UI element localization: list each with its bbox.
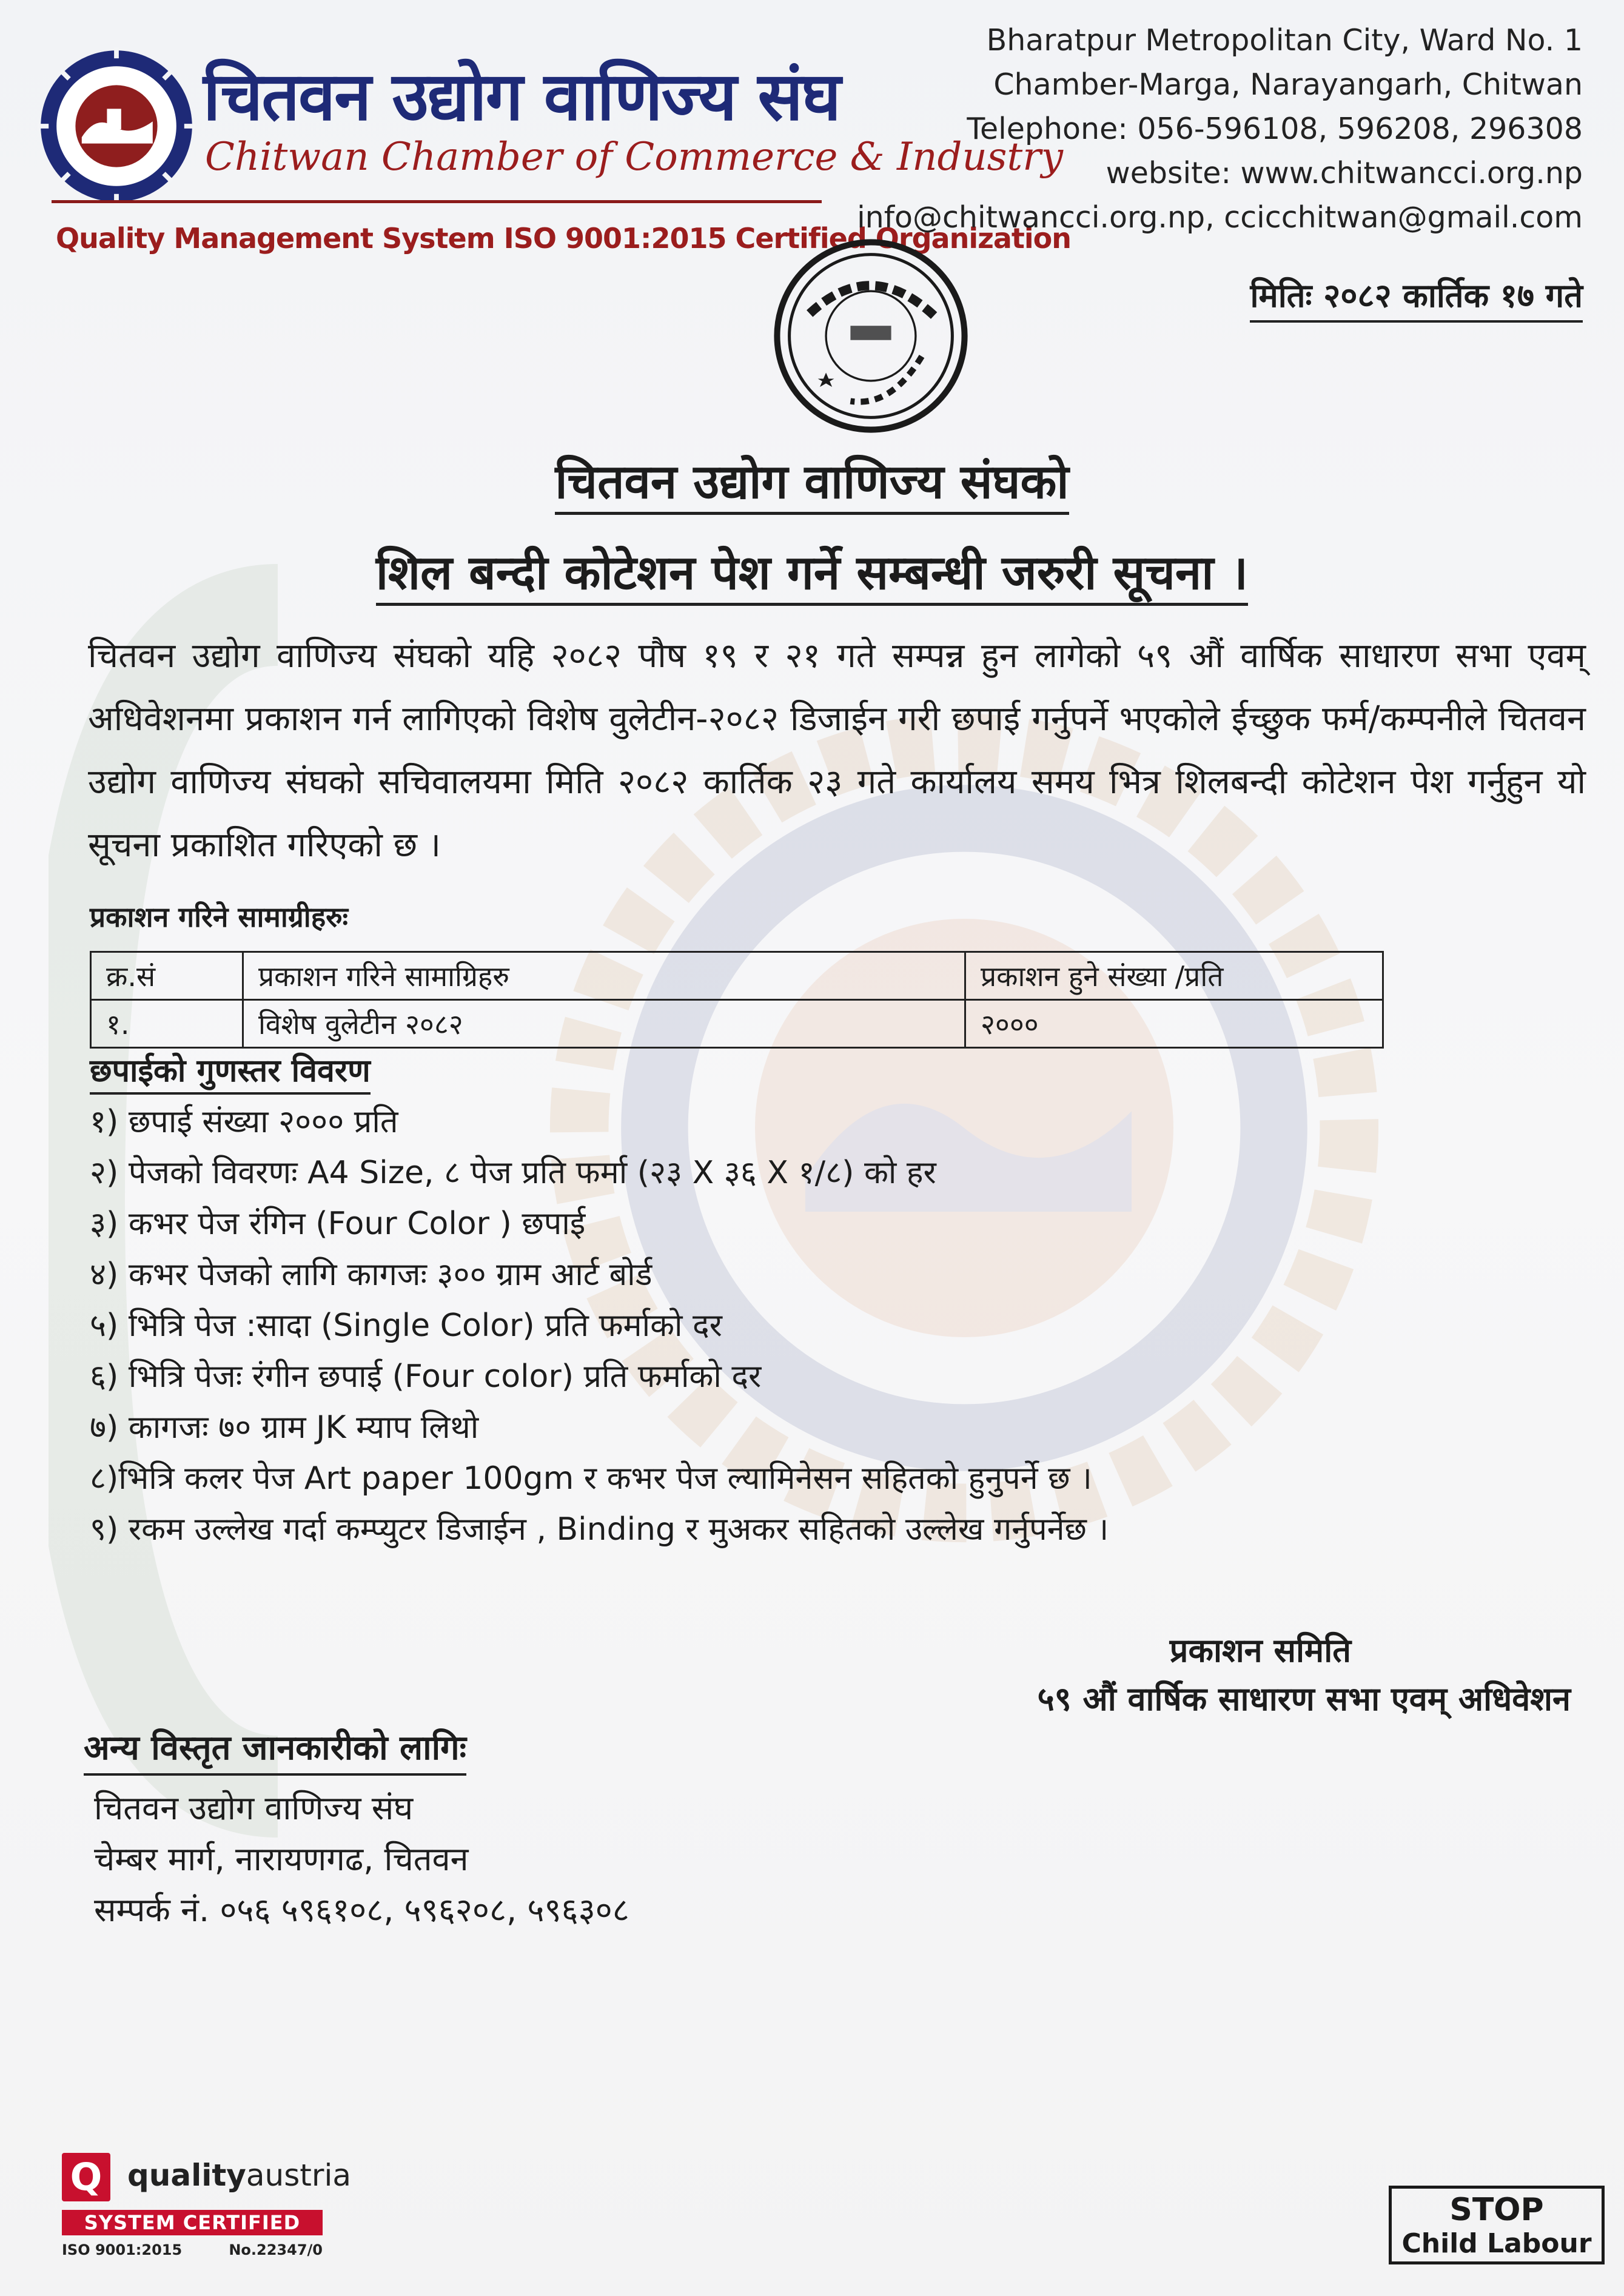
- table-cell-serial: १.: [91, 1000, 243, 1048]
- email-line: info@chitwancci.org.np, ccicchitwan@gmail.com: [857, 200, 1583, 235]
- publication-items-table: [90, 951, 1384, 1049]
- list-item: १) छपाई संख्या २००० प्रति: [90, 1104, 398, 1140]
- table-cell-quantity: २०००: [965, 1000, 1383, 1048]
- stop-child-labour-badge: [1389, 2186, 1605, 2264]
- table-header-row: [91, 952, 1383, 1000]
- contact-number-line: सम्पर्क नं. ०५६ ५९६१०८, ५९६२०८, ५९६३०८: [94, 1891, 629, 1929]
- quality-austria-brand: qualityaustria: [127, 2158, 351, 2193]
- more-info-line: चितवन उद्योग वाणिज्य संघ: [94, 1789, 414, 1827]
- table-row: [91, 1000, 1383, 1048]
- more-info-block: [94, 1783, 629, 1936]
- notice-paragraph: चितवन उद्योग वाणिज्य संघको यहि २०८२ पौष १९ र २१ गते सम्पन्न हुन लागेको ५९ औं वार्षिक साधारण सभा एवम् अधिवेशनमा प्रकाशन गर्न लागिएको विशेष वुलेटीन-२०८२ डिजाईन गरी छपाई गर्नुपर्ने भएकोले ईच्छुक फर्म/कम्पनीले चितवन उद्योग वाणिज्य संघको सचिवालयमा मिति २०८२ कार्तिक २३ गते कार्यालय समय भित्र शिलबन्दी कोटेशन पेश गर्नुहुन यो सूचना प्रकाशित गरिएको छ ।: [88, 636, 1586, 865]
- address-block: [857, 18, 1583, 240]
- telephone-line: Telephone: 056-596108, 596208, 296308: [967, 112, 1583, 146]
- more-info-title: अन्य विस्तृत जानकारीको लागिः: [84, 1724, 466, 1776]
- notice-date: मितिः २०८२ कार्तिक १७ गते: [1250, 272, 1583, 323]
- list-item: ५) भित्रि पेज :सादा (Single Color) प्रति फर्माको दर: [90, 1307, 722, 1344]
- list-item: ८)भित्रि कलर पेज Art paper 100gm र कभर पेज ल्यामिनेसन सहितको हुनुपर्ने छ ।: [90, 1460, 1092, 1497]
- spec-title: छपाईको गुणस्तर विवरण: [90, 1048, 371, 1095]
- table-header-cell: प्रकाशन हुने संख्या /प्रति: [965, 952, 1383, 1000]
- office-seal-stamp-icon: [769, 234, 973, 438]
- list-item: २) पेजको विवरणः A4 Size, ८ पेज प्रति फर्मा (२३ X ३६ X १/८) को हर: [90, 1155, 936, 1191]
- address-line: Bharatpur Metropolitan City, Ward No. 1: [986, 23, 1583, 58]
- stop-label: STOP: [1449, 2192, 1544, 2228]
- chamber-logo-icon: [38, 47, 195, 205]
- table-header-cell: क्र.सं: [91, 952, 243, 1000]
- qa-certificate-info: [62, 2241, 323, 2258]
- notice-title-line1: चितवन उद्योग वाणिज्य संघको: [0, 448, 1624, 512]
- list-item: ९) रकम उल्लेख गर्दा कम्प्युटर डिजाईन , Binding र मुअकर सहितको उल्लेख गर्नुपर्नेछ ।: [90, 1511, 1109, 1548]
- qa-standard: ISO 9001:2015: [62, 2241, 183, 2258]
- list-item: ७) कागजः ७० ग्राम JK म्याप लिथो: [90, 1409, 479, 1446]
- website-line: website: www.chitwancci.org.np: [1106, 156, 1583, 190]
- signature-event: ५९ औं वार्षिक साधारण सभा एवम् अधिवेशन: [1037, 1680, 1571, 1718]
- more-info-line: चेम्बर मार्ग, नारायणगढ, चितवन: [94, 1840, 469, 1878]
- system-certified-label: SYSTEM CERTIFIED: [62, 2210, 323, 2235]
- quality-austria-q-icon: Q: [62, 2153, 110, 2201]
- iso-certification-line: Quality Management System ISO 9001:2015 Certified Organization: [56, 222, 1072, 255]
- print-spec-list: [90, 1096, 1109, 1555]
- table-cell-item: विशेष वुलेटीन २०८२: [243, 1000, 965, 1048]
- signature-committee: प्रकाशन समिति: [1169, 1631, 1351, 1670]
- quality-austria-badge: [62, 2153, 351, 2262]
- org-name-nepali: चितवन उद्योग वाणिज्य संघ: [203, 58, 840, 135]
- items-label: प्रकाशन गरिने सामाग्रीहरुः: [90, 901, 348, 933]
- org-name-english: Chitwan Chamber of Commerce & Industry: [205, 135, 1063, 180]
- address-line: Chamber-Marga, Narayangarh, Chitwan: [993, 67, 1583, 102]
- list-item: ६) भित्रि पेजः रंगीन छपाई (Four color) प्रति फर्माको दर: [90, 1358, 762, 1395]
- header-rule: [52, 200, 822, 203]
- list-item: ४) कभर पेजको लागि कागजः ३०० ग्राम आर्ट बोर्ड: [90, 1257, 653, 1293]
- qa-number: No.22347/0: [229, 2241, 323, 2258]
- list-item: ३) कभर पेज रंगिन (Four Color ) छपाई: [90, 1206, 586, 1242]
- child-labour-label: Child Labour: [1401, 2228, 1592, 2259]
- table-header-cell: प्रकाशन गरिने सामाग्रिहरु: [243, 952, 965, 1000]
- notice-title-line2: शिल बन्दी कोटेशन पेश गर्ने सम्बन्धी जरुरी सूचना ।: [0, 539, 1624, 603]
